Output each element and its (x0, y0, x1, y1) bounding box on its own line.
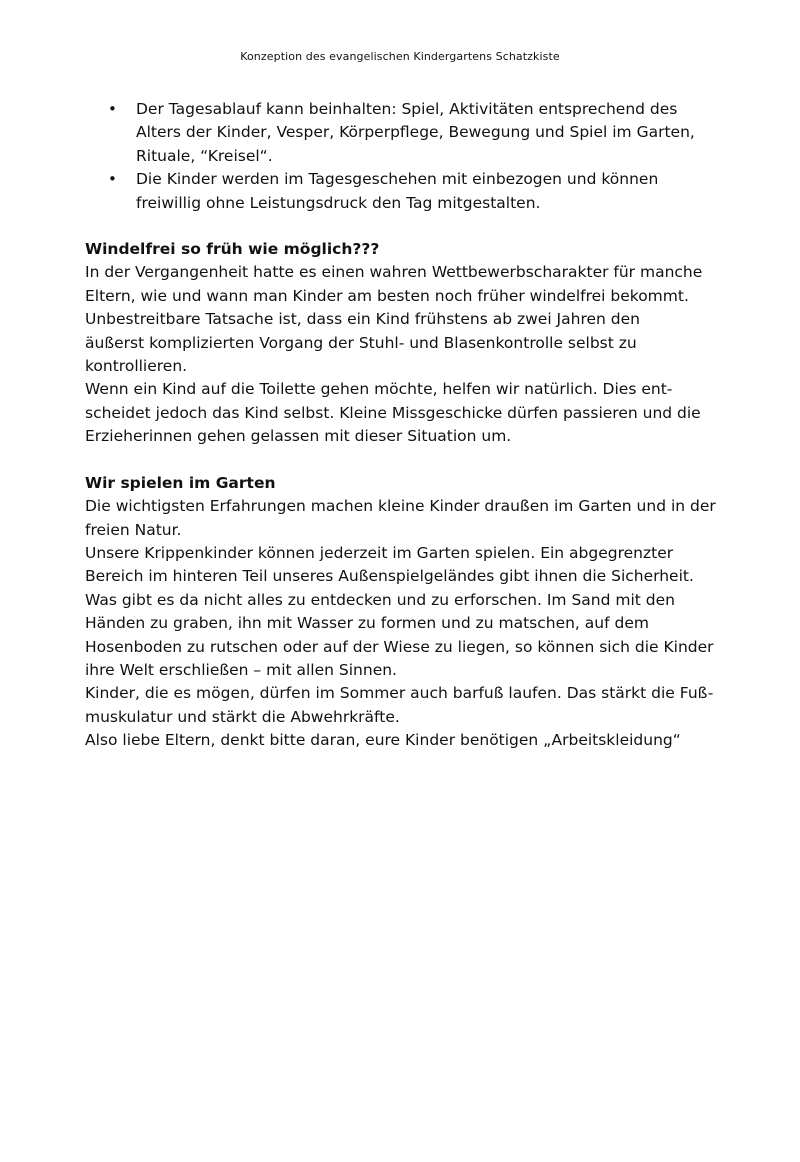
page-content (85, 98, 735, 753)
bullet-icon: • (108, 100, 117, 118)
text-line: äußerst komplizierten Vorgang der Stuhl- und Blasenkontrolle selbst zu (85, 333, 637, 352)
text-line: Unbestreitbare Tatsache ist, dass ein Kind frühstens ab zwei Jahren den (85, 310, 640, 329)
text-line: Erzieherinnen gehen gelassen mit dieser Situation um. (85, 427, 512, 446)
text-line: freiwillig ohne Leistungsdruck den Tag mitgestalten. (136, 193, 541, 212)
section-windelfrei (85, 238, 735, 449)
text-line: Unsere Krippenkinder können jederzeit im Garten spielen. Ein abgegrenzter (85, 543, 674, 562)
running-header: Konzeption des evangelischen Kindergartens Schatzkiste (240, 50, 560, 63)
bullet-icon: • (108, 170, 117, 189)
text-line: freien Natur. (85, 520, 182, 539)
text-line: Also liebe Eltern, denkt bitte daran, eure Kinder benötigen „Arbeitskleidung“ (85, 731, 681, 750)
text-line: Bereich im hinteren Teil unseres Außenspielgeländes gibt ihnen die Sicherheit. (85, 567, 694, 586)
text-line: Die Kinder werden im Tagesgeschehen mit einbezogen und können (136, 170, 659, 189)
section-heading: Wir spielen im Garten (85, 473, 276, 492)
text-line: Kinder, die es mögen, dürfen im Sommer auch barfuß laufen. Das stärkt die Fuß- (85, 684, 714, 703)
text-line: Hosenboden zu rutschen oder auf der Wiese zu liegen, so können sich die Kinder (85, 637, 714, 656)
text-line: muskulatur und stärkt die Abwehrkräfte. (85, 707, 400, 726)
text-line: ihre Welt erschließen – mit allen Sinnen. (85, 660, 397, 679)
section-garten (85, 472, 735, 753)
text-line: Eltern, wie und wann man Kinder am besten noch früher windelfrei bekommt. (85, 286, 689, 305)
text-line: In der Vergangenheit hatte es einen wahren Wettbewerbscharakter für manche (85, 263, 703, 282)
text-line: Alters der Kinder, Vesper, Körperpflege, Bewegung und Spiel im Garten, (136, 123, 695, 142)
text-line: Rituale, “Kreisel“. (136, 146, 273, 165)
text-line: Wenn ein Kind auf die Toilette gehen möchte, helfen wir natürlich. Dies ent- (85, 380, 673, 399)
text-line: scheidet jedoch das Kind selbst. Kleine Missgeschicke dürfen passieren und die (85, 403, 701, 422)
bullet-item (85, 98, 735, 168)
text-line: Der Tagesablauf kann beinhalten: Spiel, Aktivitäten entsprechend des (136, 100, 678, 118)
bullet-item (85, 168, 735, 215)
text-line: Was gibt es da nicht alles zu entdecken und zu erforschen. Im Sand mit den (85, 590, 675, 609)
text-line: Händen zu graben, ihn mit Wasser zu formen und zu matschen, auf dem (85, 614, 649, 633)
text-line: kontrollieren. (85, 357, 188, 376)
bullet-list (85, 98, 735, 215)
text-line: Die wichtigsten Erfahrungen machen kleine Kinder draußen im Garten und in der (85, 497, 716, 516)
section-heading: Windelfrei so früh wie möglich??? (85, 240, 380, 259)
